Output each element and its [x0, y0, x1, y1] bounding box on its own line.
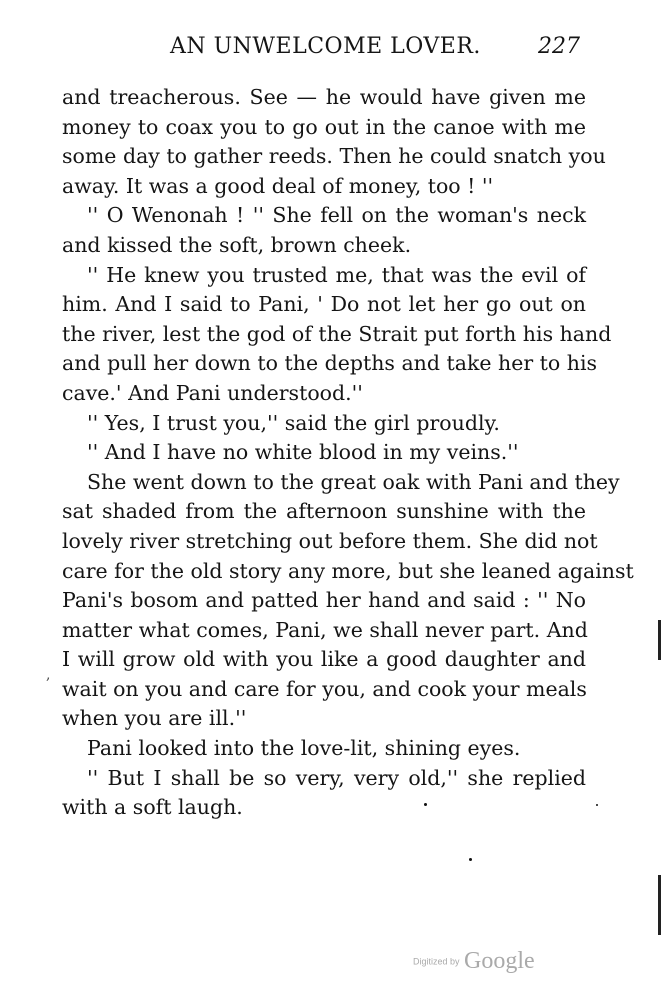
text-line: Pani's bosom and patted her hand and said : '' No: [62, 588, 586, 613]
digitized-watermark: [413, 948, 535, 975]
speck-mark: [424, 803, 427, 806]
text-line: with a soft laugh.: [62, 795, 243, 820]
text-line: care for the old story any more, but she leaned against: [62, 558, 634, 583]
text-line: when you are ill.'': [62, 706, 247, 731]
text-line: and kissed the soft, brown cheek.: [62, 232, 412, 257]
text-line: some day to gather reeds. Then he could snatch you: [62, 144, 606, 169]
text-line: matter what comes, Pani, we shall never part. And: [62, 617, 588, 642]
text-line: the river, lest the god of the Strait put forth his hand: [62, 321, 612, 346]
text-line: and pull her down to the depths and take her to his: [62, 351, 598, 376]
page-number: 227: [538, 34, 580, 59]
page-header: [0, 30, 662, 66]
text-line: money to coax you to go out in the canoe with me: [62, 114, 586, 139]
text-line: She went down to the great oak with Pani and they: [87, 469, 620, 494]
speck-mark: [596, 804, 598, 806]
text-line: him. And I said to Pani, ' Do not let her go out on: [62, 292, 586, 317]
text-line: cave.' And Pani understood.'': [62, 380, 363, 405]
page-edge-mark: [658, 875, 661, 935]
google-logo: Google: [463, 948, 535, 974]
text-line: '' But I shall be so very, very old,'' she replied: [87, 765, 586, 790]
body-text: [62, 83, 634, 823]
text-line: sat shaded from the afternoon sunshine with the: [62, 499, 586, 524]
text-line: away. It was a good deal of money, too ! '': [62, 173, 494, 198]
margin-mark: ,: [46, 667, 51, 683]
text-line: '' O Wenonah ! '' She fell on the woman's neck: [87, 203, 586, 228]
running-head: AN UNWELCOME LOVER.: [170, 34, 481, 59]
text-line: I will grow old with you like a good daughter and: [62, 647, 586, 672]
text-line: and treacherous. See — he would have given me: [62, 85, 586, 109]
text-line: '' He knew you trusted me, that was the evil of: [87, 262, 586, 287]
text-line: '' Yes, I trust you,'' said the girl proudly.: [87, 410, 500, 435]
text-line: lovely river stretching out before them. She did not: [62, 528, 598, 553]
text-line: Pani looked into the love-lit, shining eyes.: [87, 736, 521, 761]
text-line: '' And I have no white blood in my veins.'': [87, 440, 519, 465]
text-line: wait on you and care for you, and cook your meals: [62, 676, 587, 701]
page-edge-mark: [658, 620, 661, 660]
speck-mark: [469, 858, 472, 861]
watermark-prefix: Digitized by: [413, 956, 460, 967]
